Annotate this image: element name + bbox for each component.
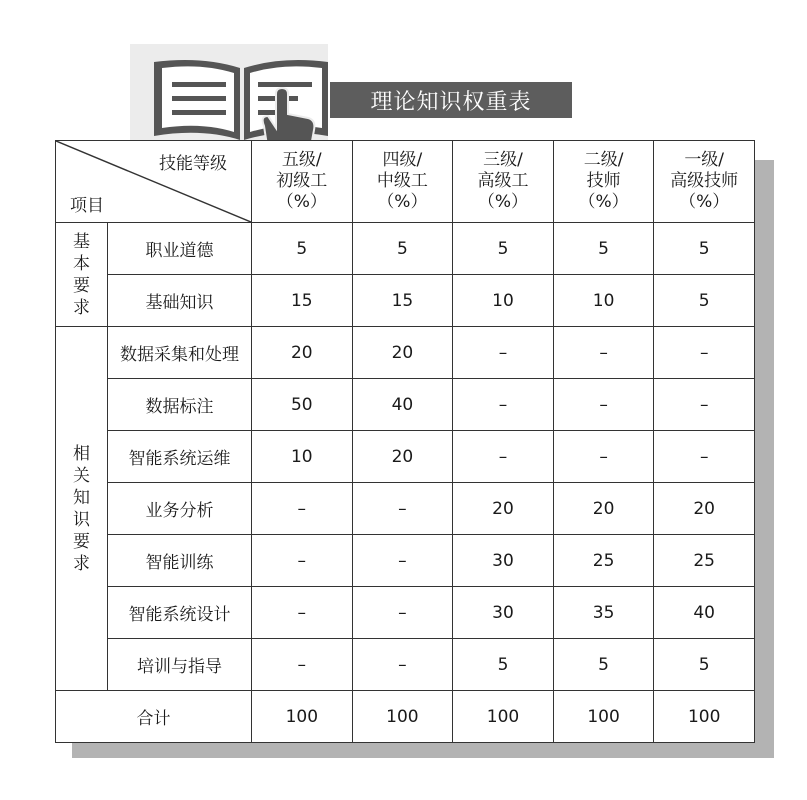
cell-value: 10 bbox=[453, 275, 554, 327]
cell-value: 5 bbox=[553, 639, 654, 691]
cell-value: – bbox=[453, 431, 554, 483]
cell-value: 5 bbox=[252, 223, 353, 275]
row-label: 智能系统运维 bbox=[108, 431, 252, 483]
table-row bbox=[56, 275, 755, 327]
cell-value: – bbox=[352, 535, 453, 587]
row-label: 基础知识 bbox=[108, 275, 252, 327]
weights-table bbox=[55, 140, 755, 743]
cell-value: – bbox=[352, 639, 453, 691]
total-value: 100 bbox=[654, 691, 755, 743]
cell-value: – bbox=[352, 483, 453, 535]
cell-value: – bbox=[252, 535, 353, 587]
page-title: 理论知识权重表 bbox=[330, 82, 572, 118]
cell-value: 5 bbox=[654, 275, 755, 327]
total-row bbox=[56, 691, 755, 743]
row-label: 培训与指导 bbox=[108, 639, 252, 691]
table-row bbox=[56, 483, 755, 535]
table-row bbox=[56, 431, 755, 483]
column-header-level3: 三级/ 高级工 （%） bbox=[453, 141, 554, 223]
column-header-level2: 二级/ 技师 （%） bbox=[553, 141, 654, 223]
cell-value: 20 bbox=[352, 431, 453, 483]
column-header-level1: 一级/ 高级技师 （%） bbox=[654, 141, 755, 223]
table-row bbox=[56, 535, 755, 587]
category-related: 相关知识要求 bbox=[56, 327, 108, 691]
cell-value: 5 bbox=[654, 639, 755, 691]
table-row bbox=[56, 379, 755, 431]
row-label: 业务分析 bbox=[108, 483, 252, 535]
cell-value: 15 bbox=[352, 275, 453, 327]
cell-value: 30 bbox=[453, 587, 554, 639]
cell-value: – bbox=[654, 431, 755, 483]
cell-value: – bbox=[352, 587, 453, 639]
cell-value: 20 bbox=[252, 327, 353, 379]
cell-value: 40 bbox=[654, 587, 755, 639]
category-basic: 基本要求 bbox=[56, 223, 108, 327]
header-item: 项目 bbox=[70, 196, 104, 216]
open-book-icon bbox=[152, 58, 332, 152]
total-value: 100 bbox=[352, 691, 453, 743]
row-label: 智能系统设计 bbox=[108, 587, 252, 639]
cell-value: – bbox=[553, 431, 654, 483]
cell-value: 30 bbox=[453, 535, 554, 587]
row-label: 数据标注 bbox=[108, 379, 252, 431]
cell-value: 25 bbox=[553, 535, 654, 587]
cell-value: – bbox=[654, 379, 755, 431]
total-value: 100 bbox=[453, 691, 554, 743]
row-label: 职业道德 bbox=[108, 223, 252, 275]
cell-value: 25 bbox=[654, 535, 755, 587]
cell-value: – bbox=[252, 639, 353, 691]
cell-value: 10 bbox=[252, 431, 353, 483]
cell-value: 5 bbox=[453, 639, 554, 691]
table-header-row bbox=[56, 141, 755, 223]
header-diagonal-cell bbox=[56, 141, 252, 223]
cell-value: 35 bbox=[553, 587, 654, 639]
column-header-level4: 四级/ 中级工 （%） bbox=[352, 141, 453, 223]
cell-value: 50 bbox=[252, 379, 353, 431]
cell-value: 20 bbox=[654, 483, 755, 535]
total-label: 合计 bbox=[56, 691, 252, 743]
cell-value: 5 bbox=[453, 223, 554, 275]
row-label: 智能训练 bbox=[108, 535, 252, 587]
cell-value: 5 bbox=[654, 223, 755, 275]
cell-value: 40 bbox=[352, 379, 453, 431]
table-row bbox=[56, 223, 755, 275]
cell-value: – bbox=[252, 483, 353, 535]
total-value: 100 bbox=[252, 691, 353, 743]
cell-value: – bbox=[553, 379, 654, 431]
column-header-level5: 五级/ 初级工 （%） bbox=[252, 141, 353, 223]
table-row bbox=[56, 327, 755, 379]
cell-value: 10 bbox=[553, 275, 654, 327]
cell-value: 5 bbox=[553, 223, 654, 275]
table-row bbox=[56, 639, 755, 691]
cell-value: – bbox=[453, 379, 554, 431]
cell-value: 20 bbox=[352, 327, 453, 379]
cell-value: – bbox=[252, 587, 353, 639]
cell-value: – bbox=[654, 327, 755, 379]
row-label: 数据采集和处理 bbox=[108, 327, 252, 379]
header-skill-level: 技能等级 bbox=[159, 154, 227, 174]
cell-value: – bbox=[553, 327, 654, 379]
table-row bbox=[56, 587, 755, 639]
total-value: 100 bbox=[553, 691, 654, 743]
cell-value: 5 bbox=[352, 223, 453, 275]
cell-value: – bbox=[453, 327, 554, 379]
cell-value: 20 bbox=[453, 483, 554, 535]
cell-value: 15 bbox=[252, 275, 353, 327]
cell-value: 20 bbox=[553, 483, 654, 535]
